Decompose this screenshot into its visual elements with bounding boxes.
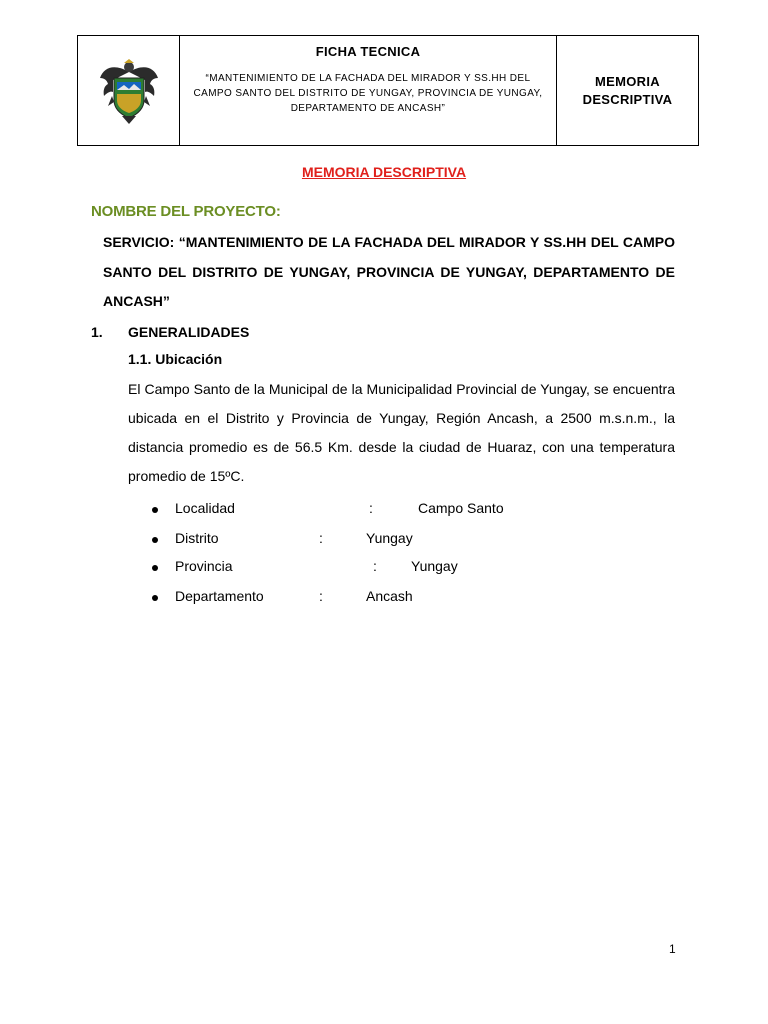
coat-of-arms-icon (98, 58, 160, 124)
header-table (77, 35, 699, 146)
bullet-value: Yungay (411, 558, 458, 574)
bullet-separator: : (373, 558, 377, 574)
list-item (0, 530, 768, 550)
list-item (0, 500, 768, 520)
page-number: 1 (669, 942, 676, 956)
logo-cell (78, 36, 180, 145)
document-title: MEMORIA DESCRIPTIVA (301, 164, 467, 180)
bullet-label: Distrito (175, 530, 219, 546)
bullet-label: Localidad (175, 500, 235, 516)
section-number: 1. (91, 324, 103, 340)
project-name-label: NOMBRE DEL PROYECTO: (91, 203, 281, 220)
ficha-title: FICHA TECNICA (315, 44, 421, 59)
bullet-icon (152, 595, 158, 601)
ubicacion-paragraph: El Campo Santo de la Municipal de la Municipalidad Provincial de Yungay, se encuentra ubicada en el Distrito y Provincia de Yungay, Región Ancash, a 2500 m.s.n.m., la distancia promedio es de 56.5 Km. desde la ciudad de Huaraz, con una temperatura promedio de 15ºC. (128, 381, 675, 484)
bullet-icon (152, 507, 158, 513)
bullet-separator: : (319, 588, 323, 604)
bullet-value: Campo Santo (418, 500, 504, 516)
header-title-cell (180, 36, 557, 145)
servicio-text: SERVICIO: “MANTENIMIENTO DE LA FACHADA DEL MIRADOR Y SS.HH DEL CAMPO SANTO DEL DISTRITO DE YUNGAY, PROVINCIA DE YUNGAY, DEPARTAMENTO DE ANCASH” (103, 234, 675, 309)
bullet-value: Ancash (366, 588, 413, 604)
ficha-subtitle: “MANTENIMIENTO DE LA FACHADA DEL MIRADOR Y SS.HH DEL CAMPO SANTO DEL DISTRITO DE YUNGAY, PROVINCIA DE YUNGAY, DEPARTAMENTO DE ANCASH” (193, 73, 543, 114)
doc-type-line2: DESCRIPTIVA (582, 91, 673, 107)
bullet-value: Yungay (366, 530, 413, 546)
bullet-icon (152, 537, 158, 543)
bullet-separator: : (319, 530, 323, 546)
bullet-separator: : (369, 500, 373, 516)
doc-type-line1: MEMORIA (595, 73, 660, 89)
header-doc-type-cell (557, 36, 698, 145)
bullet-label: Departamento (175, 588, 264, 604)
list-item (0, 558, 768, 578)
bullet-icon (152, 565, 158, 571)
list-item (0, 588, 768, 608)
section-title: GENERALIDADES (128, 324, 250, 340)
subsection-title: 1.1. Ubicación (128, 351, 223, 367)
bullet-label: Provincia (175, 558, 233, 574)
